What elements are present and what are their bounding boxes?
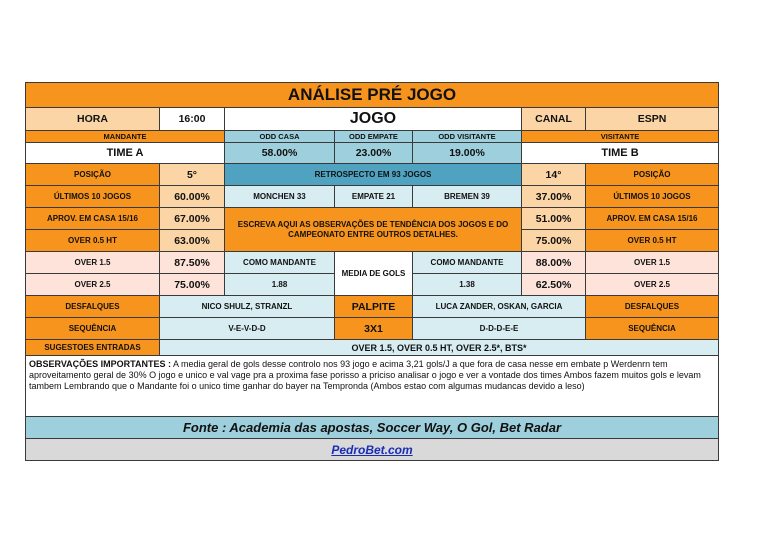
odd-casa-label: ODD CASA xyxy=(225,131,335,143)
home-desfalques-label: DESFALQUES xyxy=(26,296,160,318)
away-ultimos10-value: 37.00% xyxy=(522,186,586,208)
away-over15-label: OVER 1.5 xyxy=(586,252,719,274)
odd-empate-value: 23.00% xyxy=(335,143,413,164)
retro-empate: EMPATE 21 xyxy=(335,186,413,208)
observacoes-label: OBSERVAÇÕES IMPORTANTES : xyxy=(29,359,172,369)
observacoes-block xyxy=(26,356,719,417)
mandante-label: MANDANTE xyxy=(26,131,225,143)
home-posicao-label: POSIÇÃO xyxy=(26,164,160,186)
odd-visitante-value: 19.00% xyxy=(413,143,522,164)
home-team-name: TIME A xyxy=(26,143,225,164)
sugestoes-value: OVER 1.5, OVER 0.5 HT, OVER 2.5*, BTS* xyxy=(160,340,719,356)
page-title: ANÁLISE PRÉ JOGO xyxy=(26,83,719,108)
retro-bremen: BREMEN 39 xyxy=(413,186,522,208)
site-footer xyxy=(26,439,719,461)
odd-empate-label: ODD EMPATE xyxy=(335,131,413,143)
home-over05-value: 63.00% xyxy=(160,230,225,252)
away-posicao-value: 14° xyxy=(522,164,586,186)
away-como-mandante-label: COMO MANDANTE xyxy=(413,252,522,274)
home-ultimos10-label: ÚLTIMOS 10 JOGOS xyxy=(26,186,160,208)
away-desfalques-value: LUCA ZANDER, OSKAN, GARCIA xyxy=(413,296,586,318)
retro-monchen: MONCHEN 33 xyxy=(225,186,335,208)
retrospecto-header: RETROSPECTO EM 93 JOGOS xyxy=(225,164,522,186)
away-team-name: TIME B xyxy=(522,143,719,164)
home-aprov-value: 67.00% xyxy=(160,208,225,230)
analysis-table xyxy=(25,82,719,461)
home-aprov-label: APROV. EM CASA 15/16 xyxy=(26,208,160,230)
home-sequencia-value: V-E-V-D-D xyxy=(160,318,335,340)
home-over25-label: OVER 2.5 xyxy=(26,274,160,296)
observacoes-text: A media geral de gols desse controlo nos 93 jogo e acima 3,21 gols/J a que fora de casa nesse em embate p Werdenrn tem aproveitamento geral de 30% O jogo e unico e val vage pra a proxima fase porisso a priciso analisar o jogo e ver a vontade dos times Ambos fazem muitos gols e levam tambem Lembrando que o Mandante foi o unico time ganhar do bayer na Tempronda (Ambos estao com algumas mudancas devido a leso) xyxy=(29,359,701,391)
away-over15-value: 88.00% xyxy=(522,252,586,274)
palpite-label: PALPITE xyxy=(335,296,413,318)
media-gols-label: MEDIA DE GOLS xyxy=(335,252,413,296)
sources-footer: Fonte : Academia das apostas, Soccer Way, O Gol, Bet Radar xyxy=(26,417,719,439)
away-aprov-value: 51.00% xyxy=(522,208,586,230)
home-media-gols-value: 1.88 xyxy=(225,274,335,296)
sugestoes-label: SUGESTOES ENTRADAS xyxy=(26,340,160,356)
away-over25-label: OVER 2.5 xyxy=(586,274,719,296)
home-desfalques-value: NICO SHULZ, STRANZL xyxy=(160,296,335,318)
jogo-heading: JOGO xyxy=(225,108,522,131)
canal-label: CANAL xyxy=(522,108,586,131)
home-posicao-value: 5° xyxy=(160,164,225,186)
tendencia-note: ESCREVA AQUI AS OBSERVAÇÕES DE TENDÊNCIA DOS JOGOS E DO CAMPEONATO ENTRE OUTROS DETALHES. xyxy=(225,208,522,252)
away-over25-value: 62.50% xyxy=(522,274,586,296)
away-posicao-label: POSIÇÃO xyxy=(586,164,719,186)
hora-value: 16:00 xyxy=(160,108,225,131)
odd-casa-value: 58.00% xyxy=(225,143,335,164)
canal-value: ESPN xyxy=(586,108,719,131)
away-ultimos10-label: ÚLTIMOS 10 JOGOS xyxy=(586,186,719,208)
away-over05-label: OVER 0.5 HT xyxy=(586,230,719,252)
home-ultimos10-value: 60.00% xyxy=(160,186,225,208)
palpite-value: 3X1 xyxy=(335,318,413,340)
home-over05-label: OVER 0.5 HT xyxy=(26,230,160,252)
hora-label: HORA xyxy=(26,108,160,131)
home-como-mandante-label: COMO MANDANTE xyxy=(225,252,335,274)
away-over05-value: 75.00% xyxy=(522,230,586,252)
away-aprov-label: APROV. EM CASA 15/16 xyxy=(586,208,719,230)
odd-visitante-label: ODD VISITANTE xyxy=(413,131,522,143)
analysis-sheet xyxy=(25,82,718,461)
site-link[interactable]: PedroBet.com xyxy=(331,442,413,457)
home-over15-label: OVER 1.5 xyxy=(26,252,160,274)
away-sequencia-value: D-D-D-E-E xyxy=(413,318,586,340)
home-sequencia-label: SEQUÊNCIA xyxy=(26,318,160,340)
away-desfalques-label: DESFALQUES xyxy=(586,296,719,318)
away-media-gols-value: 1.38 xyxy=(413,274,522,296)
home-over25-value: 75.00% xyxy=(160,274,225,296)
away-sequencia-label: SEQUÊNCIA xyxy=(586,318,719,340)
home-over15-value: 87.50% xyxy=(160,252,225,274)
visitante-label: VISITANTE xyxy=(522,131,719,143)
